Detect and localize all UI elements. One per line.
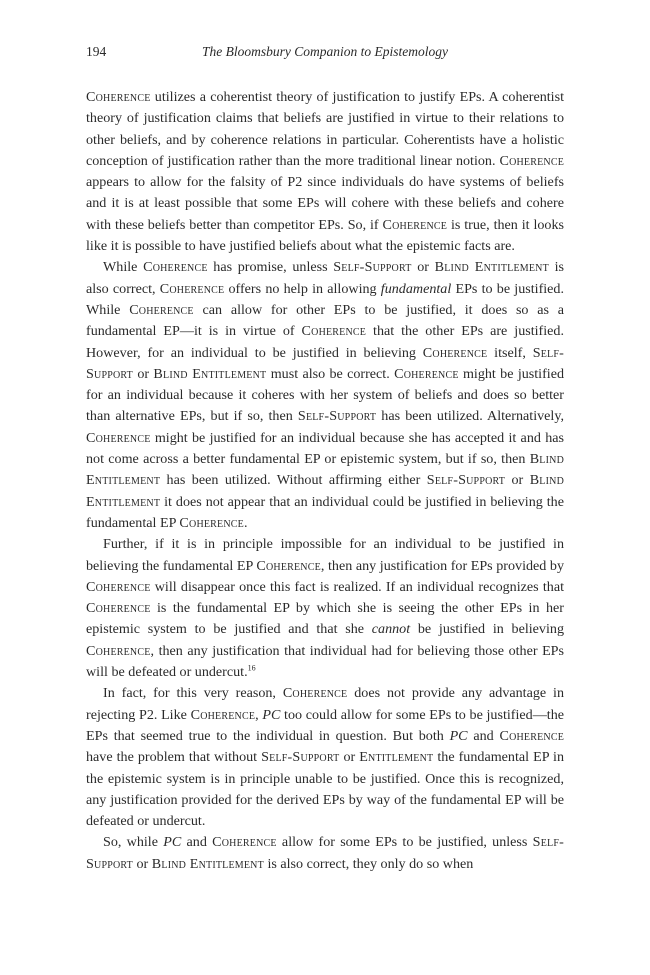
running-title: The Bloomsbury Companion to Epistemology — [202, 44, 448, 59]
term-coherence: Coherence — [86, 642, 151, 659]
text-run: allow for some EPs to be justified, unless — [276, 834, 533, 851]
text-run: So, while — [103, 834, 164, 851]
text-run: In fact, for this very reason, — [103, 685, 283, 702]
text-run: EPs to be justified. While — [86, 280, 564, 318]
text-run: might be justified for an individual because she has accepted it and has not come across a better fundamental EP or epistemic system, but if so, then — [86, 429, 564, 468]
text-run: be justified in believing — [410, 621, 564, 638]
term-coherence: Coherence — [282, 685, 348, 702]
text-run: utilizes a coherentist theory of justification to justify EPs. A coherentist theory of justification claims that beliefs are justified in virtue to their relations to other beliefs, and by coherence relations in particular. Coherentists have a holistic conception of justification rather than the more traditional linear notion. — [86, 89, 564, 169]
term-self-support: Self-Support — [333, 259, 412, 276]
term-self-support: Self-Support — [297, 408, 377, 425]
text-run: Further, if it is in principle impossible for an individual to be justified in believing the fundamental EP — [86, 536, 564, 574]
text-run: the fundamental EP in the epistemic system is in principle unable to be justified. Once this is recognized, any justification provided for the derived EPs by way of the fundamental EP will be defeated or undercut. — [86, 749, 564, 830]
term-coherence: Coherence — [301, 323, 367, 340]
text-run: itself, — [487, 344, 533, 361]
paragraph-5 — [86, 832, 564, 875]
text-run: is the fundamental EP by which she is seeing the other EPs in her epistemic system to be justified and that she — [86, 600, 564, 638]
term-pc: PC — [262, 706, 281, 723]
term-self-support: Self-Support — [86, 834, 564, 872]
paragraph-1 — [86, 87, 564, 257]
text-run: or — [339, 749, 360, 766]
text-run: will disappear once this fact is realized. If an individual recognizes that — [150, 578, 564, 595]
paragraph-4 — [86, 683, 564, 832]
text-run: has promise, unless — [207, 259, 334, 276]
term-coherence: Coherence — [256, 557, 321, 574]
text-run: is true, then it looks like it is possible to have justified beliefs about what the epistemic facts are. — [86, 216, 564, 255]
term-self-support: Self-Support — [86, 344, 564, 382]
text-run: is also correct, they only do so when — [263, 855, 474, 872]
term-coherence: Coherence — [86, 578, 151, 595]
paragraph-3 — [86, 534, 564, 683]
term-coherence: Coherence — [422, 344, 488, 361]
text-run: is also correct, — [86, 259, 564, 297]
term-coherence: Coherence — [86, 89, 151, 105]
term-coherence: Coherence — [179, 514, 244, 531]
text-run: appears to allow for the falsity of P2 since individuals do have systems of beliefs and it is at least possible that some EPs will cohere with these beliefs and cohere with these beliefs better than competitor EPs. So, if — [86, 174, 564, 233]
term-coherence: Coherence — [190, 706, 256, 723]
term-coherence: Coherence — [86, 429, 151, 446]
term-blind-entitlement: Blind Entitlement — [153, 365, 267, 382]
text-run: , then any justification for EPs provided by — [320, 557, 565, 574]
term-entitlement: Entitlement — [359, 749, 434, 766]
text-run: or — [505, 472, 530, 489]
term-blind-entitlement: Blind Entitlement — [86, 472, 564, 510]
text-run: has been utilized. Without affirming either — [160, 472, 427, 489]
text-run: can allow for other EPs to be justified, it does so as a fundamental EP—it is in virtue of — [86, 301, 564, 340]
text-run: , — [255, 706, 263, 723]
footnote-reference[interactable]: 16 — [247, 663, 256, 673]
text-run: While — [103, 259, 144, 276]
body-text — [86, 87, 564, 875]
text-run: does not provide any advantage in rejecting P2. Like — [86, 685, 564, 723]
text-run: . — [243, 514, 248, 531]
text-run: or — [132, 855, 152, 872]
term-coherence: Coherence — [382, 216, 448, 233]
text-run: or — [132, 365, 154, 382]
text-run: it does not appear that an individual could be justified in believing the fundamental EP — [86, 493, 564, 531]
text-run: have the problem that without — [86, 749, 262, 766]
paragraph-2 — [86, 257, 564, 534]
term-self-support: Self-Support — [261, 749, 340, 766]
emphasis-cannot: cannot — [371, 621, 411, 638]
term-coherence: Coherence — [86, 600, 151, 617]
term-blind-entitlement: Blind Entitlement — [86, 451, 564, 489]
term-coherence: Coherence — [212, 834, 277, 851]
text-run: offers no help in allowing — [224, 280, 381, 297]
term-self-support: Self-Support — [426, 472, 506, 489]
term-coherence: Coherence — [143, 259, 208, 276]
text-run: has been utilized. Alternatively, — [376, 408, 565, 425]
text-run: must also be correct. — [266, 365, 395, 382]
term-coherence: Coherence — [499, 152, 564, 169]
text-run: and — [467, 727, 500, 744]
page-header — [86, 44, 564, 66]
text-run: might be justified for an individual because it coheres with her system of beliefs and does so better than alternative EPs, but if so, then — [86, 365, 565, 425]
text-run: or — [411, 259, 435, 276]
term-pc: PC — [449, 727, 468, 744]
term-coherence: Coherence — [394, 365, 459, 382]
text-run: that the other EPs are justified. However, for an individual to be justified in believing — [86, 323, 564, 361]
text-run: , then any justification that individual had for believing those other EPs will be defeated or undercut. — [86, 642, 564, 681]
page-number: 194 — [86, 44, 107, 59]
term-blind-entitlement: Blind Entitlement — [434, 259, 549, 276]
term-coherence: Coherence — [159, 280, 225, 297]
emphasis-fundamental: fundamental — [380, 280, 452, 297]
term-coherence: Coherence — [499, 727, 564, 744]
term-blind-entitlement: Blind Entitlement — [151, 855, 264, 872]
term-pc: PC — [163, 834, 182, 851]
term-coherence: Coherence — [129, 301, 194, 318]
text-run: and — [181, 834, 213, 851]
text-run: too could allow for some EPs to be justified—the EPs that seemed true to the individual in question. But both — [86, 706, 565, 744]
